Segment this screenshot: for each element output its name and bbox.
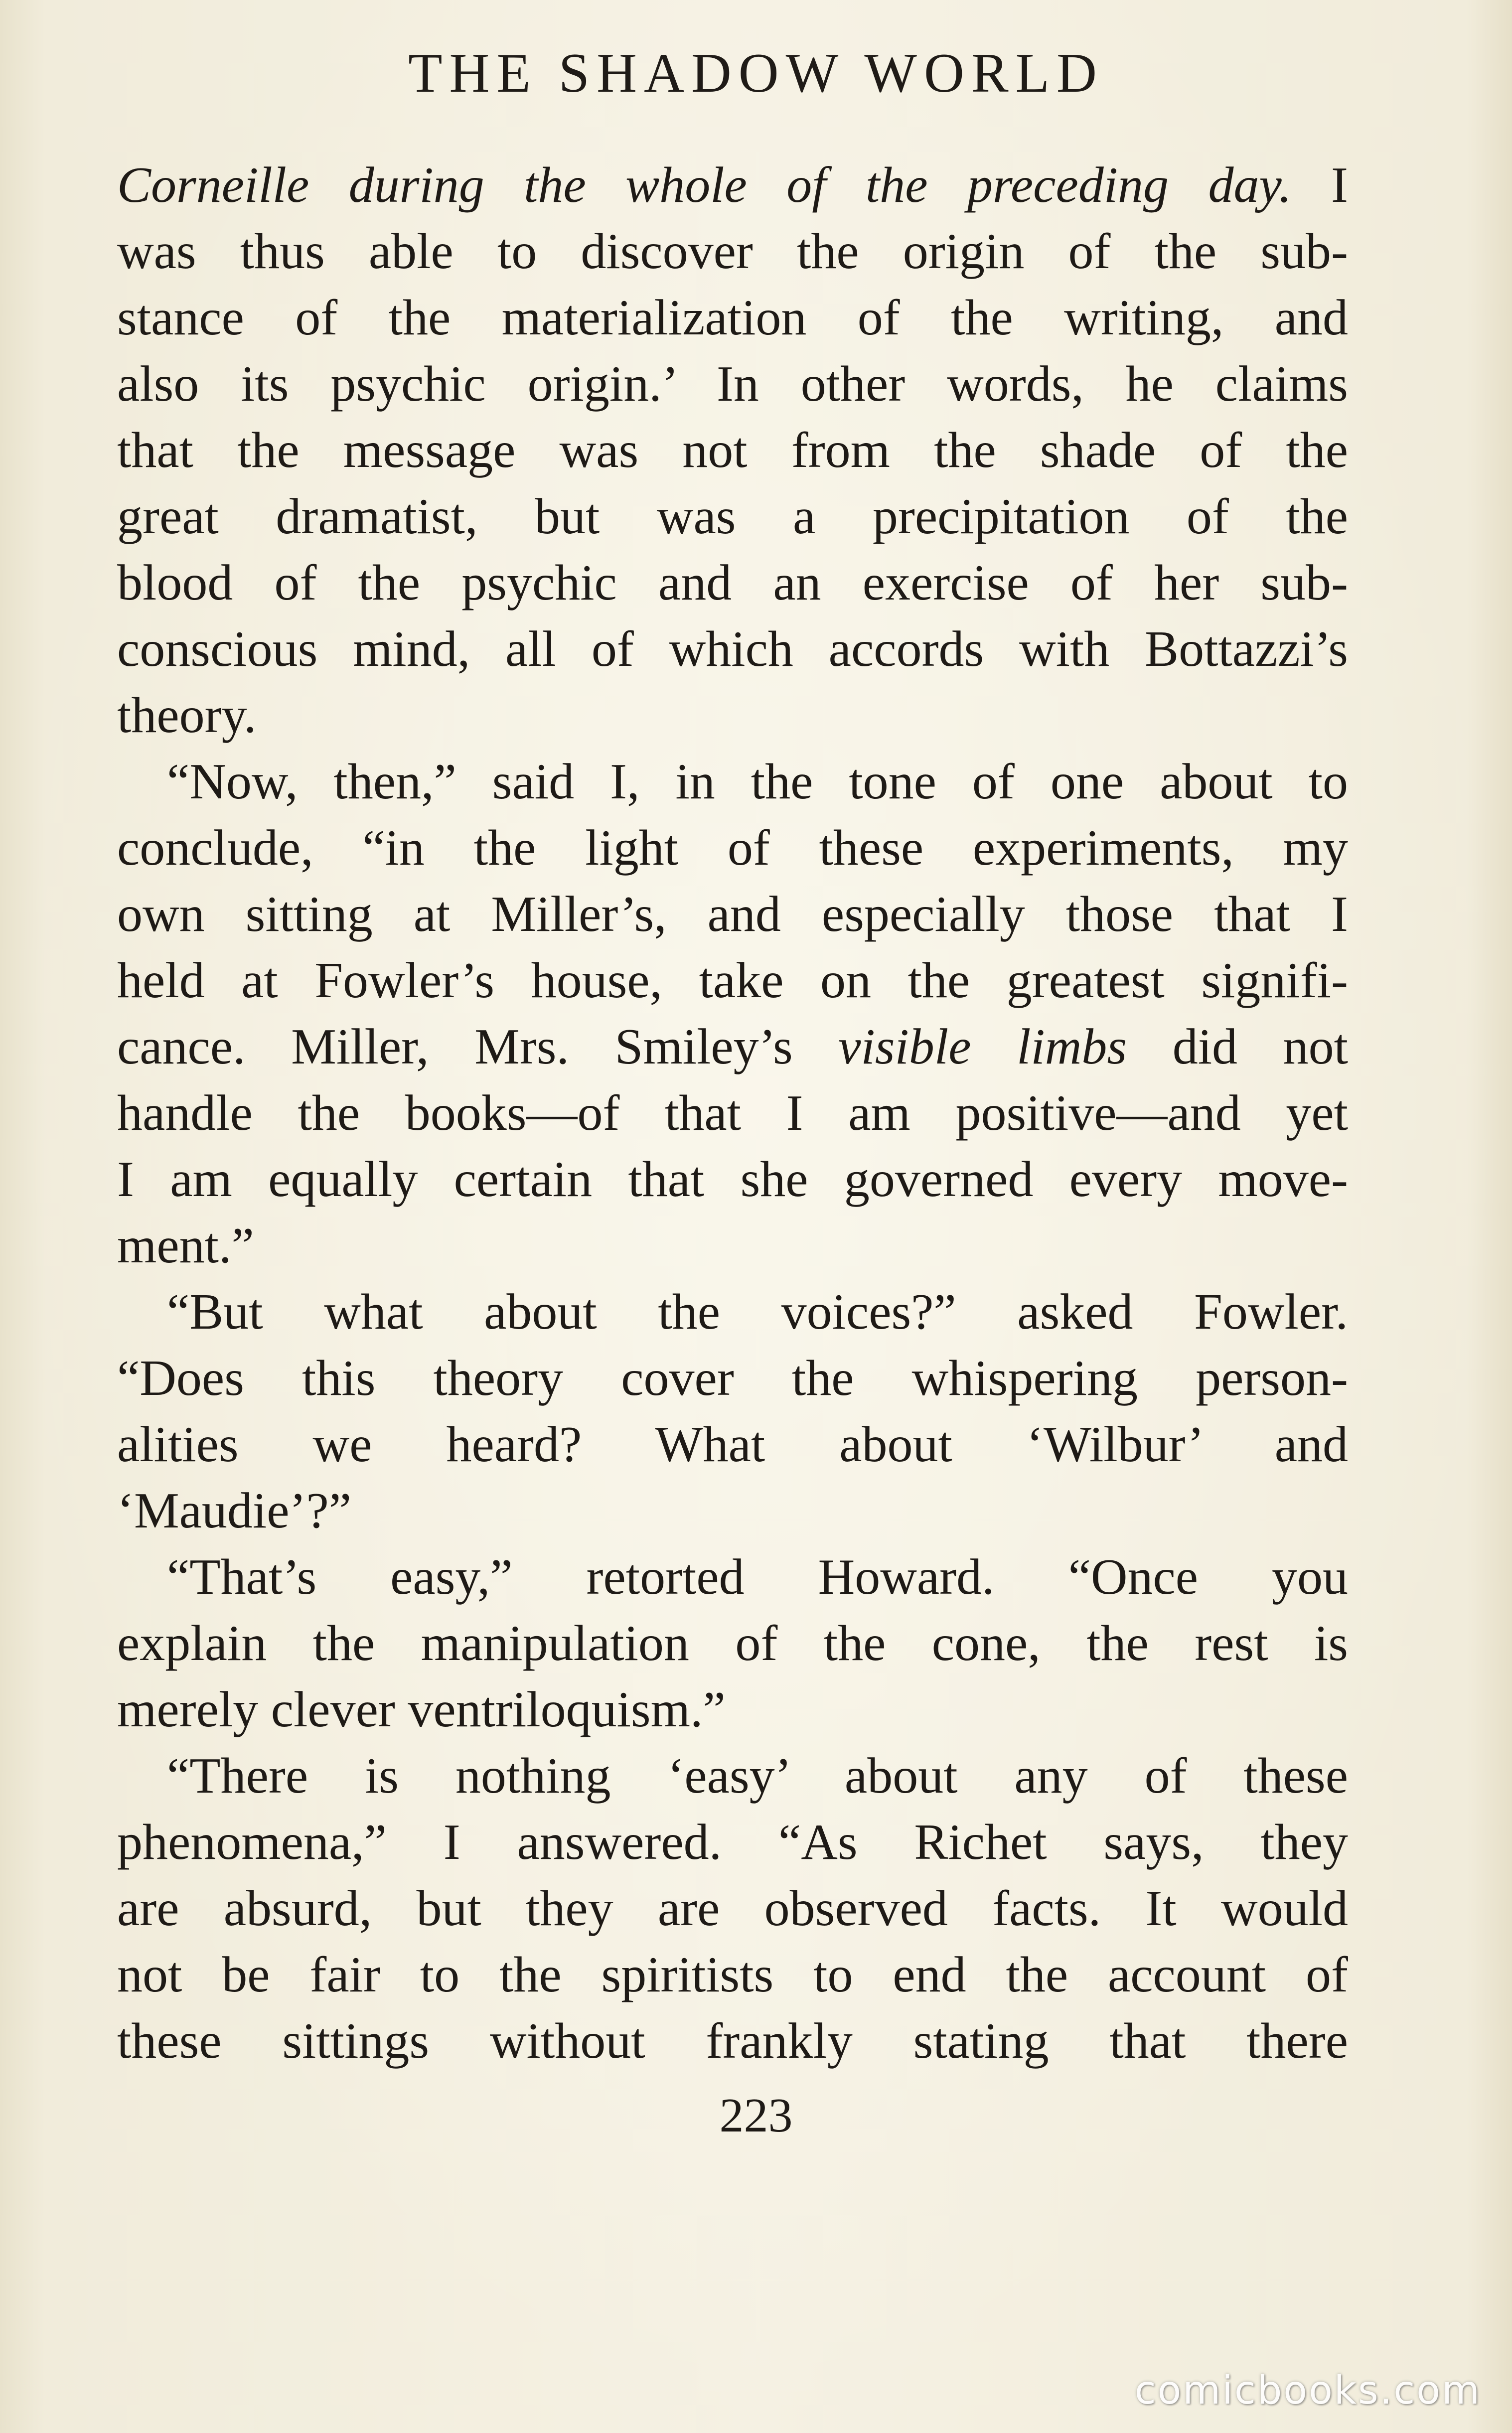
watermark-logo: comicbooks.com [1134, 2368, 1481, 2413]
text-segment: phenomena,” I answered. “As Richet says, they [117, 1814, 1348, 1870]
text-segment: explain the manipulation of the cone, the rest is [117, 1615, 1348, 1672]
text-segment: merely clever ventriloquism.” [117, 1681, 726, 1738]
text-segment: blood of the psychic and an exercise of her sub- [117, 555, 1348, 611]
text-segment: alities we heard? What about ‘Wilbur’ and [117, 1416, 1348, 1473]
text-segment: ment.” [117, 1217, 254, 1274]
text-line [117, 1146, 1348, 1213]
text-line [117, 483, 1348, 550]
text-line [117, 1014, 1348, 1080]
text-segment: handle the books—of that I am positive—and yet [117, 1085, 1348, 1141]
text-segment: also its psychic origin.’ In other words, he claims [117, 356, 1348, 412]
text-line [117, 152, 1348, 218]
text-segment: “Does this theory cover the whispering person- [117, 1350, 1348, 1406]
text-line [117, 417, 1348, 483]
text-line [117, 1544, 1348, 1610]
text-line [117, 1809, 1348, 1875]
text-segment: own sitting at Miller’s, and especially those that I [117, 886, 1348, 942]
text-line [117, 1942, 1348, 2008]
text-line [117, 815, 1348, 881]
text-line [117, 1676, 1348, 1743]
text-segment: conscious mind, all of which accords with Bottazzi’s [117, 621, 1348, 677]
text-segment: “Now, then,” said I, in the tone of one about to [167, 754, 1348, 810]
italic-text: visible limbs [838, 1019, 1127, 1075]
text-segment: held at Fowler’s house, take on the greatest signifi- [117, 952, 1348, 1009]
text-segment: conclude, “in the light of these experiments, my [117, 820, 1348, 876]
text-line [117, 285, 1348, 351]
text-line [117, 1279, 1348, 1345]
text-segment: “That’s easy,” retorted Howard. “Once you [167, 1549, 1348, 1605]
text-segment: are absurd, but they are observed facts. It would [117, 1880, 1348, 1937]
text-line [117, 1743, 1348, 1809]
text-segment: great dramatist, but was a precipitation of the [117, 488, 1348, 545]
text-segment: not be fair to the spiritists to end the account of [117, 1947, 1348, 2003]
text-segment: theory. [117, 687, 257, 744]
text-line [117, 351, 1348, 417]
text-segment: ‘Maudie’?” [117, 1483, 352, 1539]
text-line [117, 1478, 1348, 1544]
text-segment: I am equally certain that she governed every move- [117, 1151, 1348, 1208]
text-line [117, 1213, 1348, 1279]
text-segment: “But what about the voices?” asked Fowler. [167, 1284, 1348, 1340]
text-segment: that the message was not from the shade of the [117, 422, 1348, 478]
text-segment: “There is nothing ‘easy’ about any of these [167, 1748, 1348, 1804]
text-line [117, 1345, 1348, 1411]
text-segment: these sittings without frankly stating that there [117, 2013, 1348, 2069]
text-line [117, 1080, 1348, 1146]
text-segment: did not [1127, 1019, 1348, 1075]
page-number: 223 [719, 2089, 793, 2142]
text-line [117, 616, 1348, 682]
text-line [117, 2008, 1348, 2074]
text-segment: was thus able to discover the origin of the sub- [117, 223, 1348, 280]
text-segment: stance of the materialization of the writing, and [117, 290, 1348, 346]
text-line [117, 218, 1348, 285]
body-text [117, 152, 1348, 2074]
text-line [117, 947, 1348, 1014]
text-line [117, 682, 1348, 749]
text-line [117, 550, 1348, 616]
text-line [117, 749, 1348, 815]
text-line [117, 881, 1348, 947]
text-line [117, 1610, 1348, 1676]
running-head: THE SHADOW WORLD [408, 42, 1104, 104]
text-segment: cance. Miller, Mrs. Smiley’s [117, 1019, 839, 1075]
italic-text: Corneille during the whole of the preceding day. [117, 157, 1292, 213]
text-line [117, 1411, 1348, 1478]
text-line [117, 1875, 1348, 1942]
text-segment: I [1291, 157, 1348, 213]
